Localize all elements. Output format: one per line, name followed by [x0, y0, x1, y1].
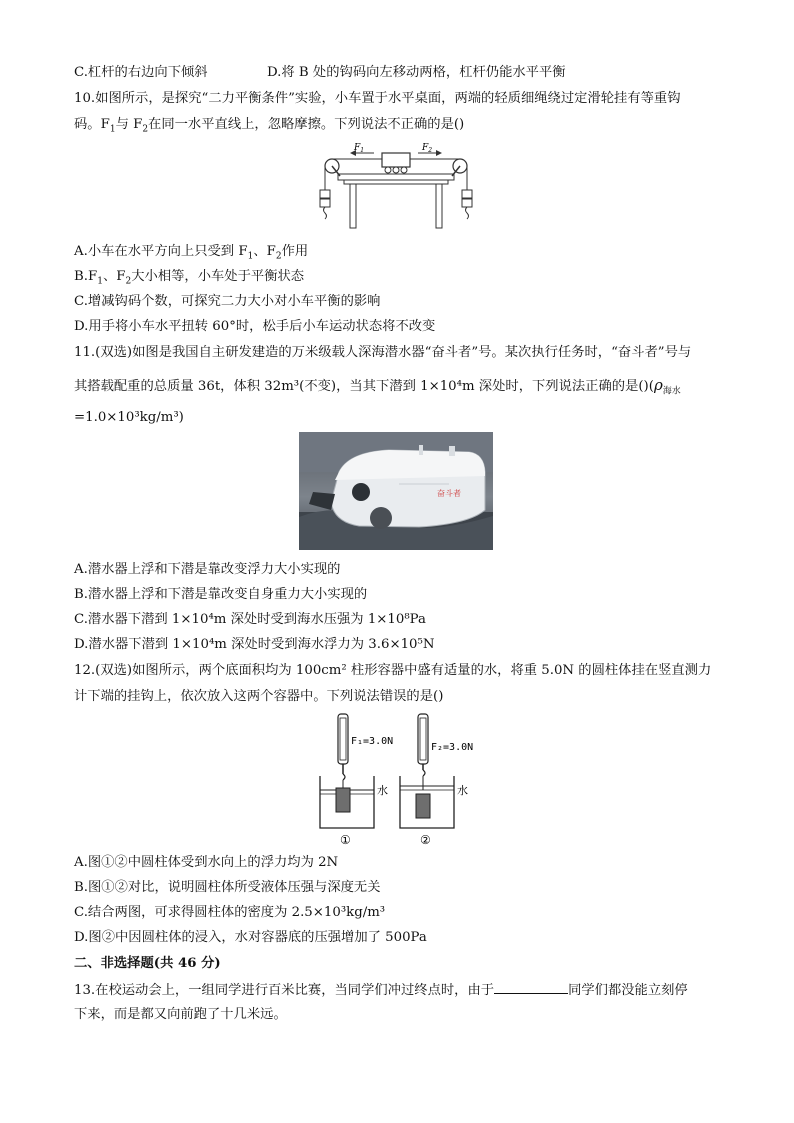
q10-option-d: D.用手将小车水平扭转 60°时，松手后小车运动状态将不改变 [74, 319, 436, 334]
answer-blank[interactable] [494, 981, 568, 994]
q13-stem-line1: 13.在校运动会上，一组同学进行百米比赛，当同学们冲过终点时，由于 同学们都没能立刻停 [74, 983, 688, 998]
q10-stem-line1: 10.如图所示，是探究“二力平衡条件”实验，小车置于水平桌面，两端的轻质细绳绕过定滑轮挂有等重钩 [74, 91, 681, 106]
q10-option-c: C.增减钩码个数，可探究二力大小对小车平衡的影响 [74, 294, 381, 309]
water-label-1: 水 [377, 784, 388, 797]
section-heading: 二、非选择题(共 46 分) [74, 956, 221, 971]
q12-stem-line2: 计下端的挂钩上，依次放入这两个容器中。下列说法错误的是() [74, 689, 444, 704]
submersible-name: 奋斗者 [437, 489, 461, 498]
q11-option-b: B.潜水器上浮和下潜是靠改变自身重力大小实现的 [74, 587, 368, 602]
rho-symbol: ρ [653, 376, 663, 394]
q12-option-c: C.结合两图，可求得圆柱体的密度为 2.5×10³kg/m³ [74, 905, 386, 920]
q10-stem-line2: 码。$F_1$与 $F_2$在同一水平直线上，忽略摩擦。下列说法不正确的是() [74, 117, 465, 135]
option-d-prev: D.将 B 处的钩码向左移动两格，杠杆仍能水平平衡 [267, 65, 566, 80]
f2-label: $F_2$ [422, 143, 433, 154]
q11-option-c: C.潜水器下潜到 1×10⁴m 深处时受到海水压强为 1×10⁸Pa [74, 612, 426, 627]
q13-stem-line2: 下来，而是都又向前跑了十几米远。 [74, 1007, 287, 1022]
q10-option-a: A.小车在水平方向上只受到 $F_1$、$F_2$作用 [74, 244, 309, 262]
scale1-reading: F₁=3.0N [351, 736, 394, 747]
water-label-2: 水 [457, 784, 468, 797]
spring-scale-figure [316, 710, 486, 846]
q12-option-b: B.图①②对比，说明圆柱体所受液体压强与深度无关 [74, 880, 381, 895]
q11-stem-line1: 11.(双选)如图是我国自主研发建造的万米级载人深海潜水器“奋斗者”号。某次执行任务时，“奋斗者”号与 [74, 345, 692, 360]
q11-option-d: D.潜水器下潜到 1×10⁴m 深处时受到海水浮力为 3.6×10⁵N [74, 637, 435, 652]
two-force-balance-figure [316, 142, 476, 232]
q11-option-a: A.潜水器上浮和下潜是靠改变浮力大小实现的 [74, 562, 341, 577]
f1-label: $F_1$ [354, 143, 365, 154]
q12-option-d: D.图②中因圆柱体的浸入，水对容器底的压强增加了 500Pa [74, 930, 427, 945]
figure-label-2: ② [420, 833, 431, 846]
q12-stem-line1: 12.(双选)如图所示，两个底面积均为 100cm² 柱形容器中盛有适量的水，将重 5.0N 的圆柱体挂在竖直测力 [74, 663, 712, 678]
option-c-prev: C.杠杆的右边向下倾斜 [74, 65, 208, 80]
q10-option-b: $B.F_1$、$F_2$大小相等，小车处于平衡状态 [74, 269, 305, 287]
q12-option-a: A.图①②中圆柱体受到水向上的浮力均为 2N [74, 855, 339, 870]
q11-stem-line3: =1.0×10³kg/m³) [74, 410, 184, 425]
q11-stem-line2: 其搭载配重的总质量 36t，体积 32m³(不变)，当其下潜到 1×10⁴m 深处时，下列说法正确的是$()(\rho_{海水}$ [74, 376, 681, 397]
submersible-photo [299, 432, 493, 550]
figure-label-1: ① [340, 833, 351, 846]
scale2-reading: F₂=3.0N [431, 742, 474, 753]
